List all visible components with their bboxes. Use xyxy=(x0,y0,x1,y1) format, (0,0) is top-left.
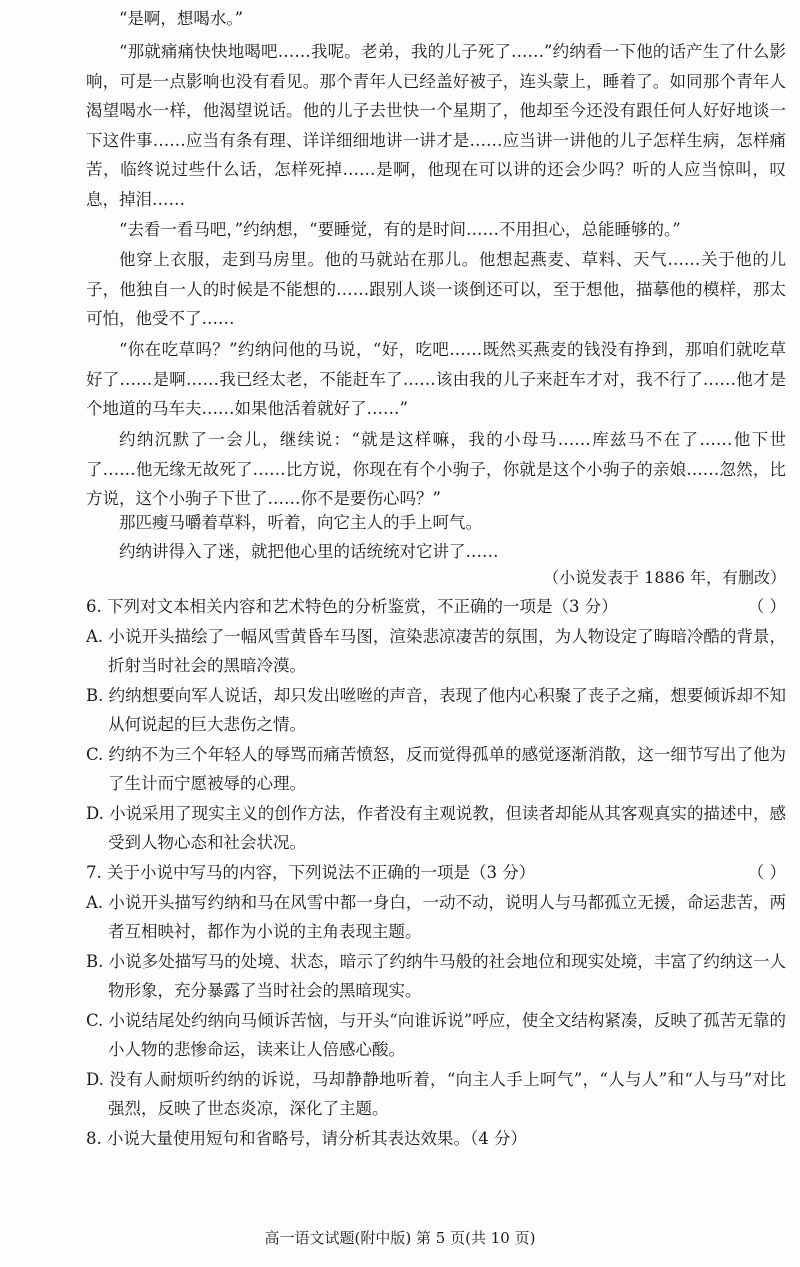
story-paragraph: 约纳沉默了一会儿，继续说：“就是这样嘛，我的小母马……库兹马不在了……他下世了……他无缘无故死了……比方说，你现在有个小驹子，你就是这个小驹子的亲娘……忽然，比方说，这个小驹子下世了……你不是要伤心吗？” xyxy=(86,430,786,508)
option-a: A. 小说开头描绘了一幅风雪黄昏车马图，渲染悲凉凄苦的氛围，为人物设定了晦暗冷酷的背景，折射当时社会的黑暗冷漠。 xyxy=(86,626,786,675)
option-d: D. 没有人耐烦听约纳的诉说，马却静静地听着，“向主人手上呵气”，“人与人”和“人与马”对比强烈，反映了世态炎凉，深化了主题。 xyxy=(86,1069,786,1118)
question-stem xyxy=(86,858,786,888)
question-6 xyxy=(86,592,786,858)
story-paragraph: 他穿上衣服，走到马房里。他的马就站在那儿。他想起燕麦、草料、天气……关于他的儿子，他独自一人的时候是不能想的……跟别人谈一谈倒还可以，至于想他，描摹他的模样，那太可怕，他受不了…… xyxy=(86,250,786,328)
story-paragraph: 那匹瘦马嚼着草料，听着，向它主人的手上呵气。 xyxy=(119,513,482,532)
answer-blank: （ ） xyxy=(747,597,786,616)
answer-blank: （ ） xyxy=(747,863,786,882)
story-paragraph: 约纳讲得入了迷，就把他心里的话统统对它讲了…… xyxy=(119,542,499,561)
question-stem-text: 7. 关于小说中写马的内容，下列说法不正确的一项是（3 分） xyxy=(86,863,536,882)
option-d: D. 小说采用了现实主义的创作方法，作者没有主观说教，但读者却能从其客观真实的描述中，感受到人物心态和社会状况。 xyxy=(86,803,786,852)
story-paragraph: “你在吃草吗？”约纳问他的马说，“好，吃吧……既然买燕麦的钱没有挣到，那咱们就吃草好了……是啊……我已经太老，不能赶车了……该由我的儿子来赶车才对，我不行了……他才是个地道的马车夫……如果他活着就好了……” xyxy=(86,340,786,418)
story-paragraph: “那就痛痛快快地喝吧……我呢。老弟，我的儿子死了……”约纳看一下他的话产生了什么影响，可是一点影响也没有看见。那个青年人已经盖好被子，连头蒙上，睡着了。如同那个青年人渴望喝水一样，他渴望说话。他的儿子去世快一个星期了，他却至今还没有跟任何人好好地谈一下这件事……应当有条有理、详详细细地讲一讲才是……应当讲一讲他的儿子怎样生病，怎样痛苦，临终说过些什么话，怎样死掉……是啊，他现在可以讲的还会少吗？听的人应当惊叫，叹息，掉泪…… xyxy=(86,42,786,209)
question-stem-text: 6. 下列对文本相关内容和艺术特色的分析鉴赏，不正确的一项是（3 分） xyxy=(86,597,618,616)
option-a: A. 小说开头描写约纳和马在风雪中都一身白，一动不动，说明人与马都孤立无援，命运悲苦，两者互相映衬，都作为小说的主角表现主题。 xyxy=(86,892,786,941)
option-c: C. 约纳不为三个年轻人的辱骂而痛苦愤怒，反而觉得孤单的感觉逐渐消散，这一细节写出了他为了生计而宁愿被辱的心理。 xyxy=(86,744,786,793)
option-b: B. 小说多处描写马的处境、状态，暗示了约纳牛马般的社会地位和现实处境，丰富了约纳这一人物形象，充分暴露了当时社会的黑暗现实。 xyxy=(86,951,786,1000)
option-c: C. 小说结尾处约纳向马倾诉苦恼，与开头“向谁诉说”呼应，使全文结构紧凑，反映了孤苦无靠的小人物的悲惨命运，读来让人倍感心酸。 xyxy=(86,1010,786,1059)
page-footer: 高一语文试题(附中版) 第 5 页(共 10 页) xyxy=(264,1229,536,1247)
question-8 xyxy=(86,1124,786,1154)
option-b: B. 约纳想要向军人说话，却只发出咝咝的声音，表现了他内心积聚了丧子之痛，想要倾诉却不知从何说起的巨大悲伤之情。 xyxy=(86,685,786,734)
story-paragraph: “是啊，想喝水。” xyxy=(119,9,244,28)
question-stem xyxy=(86,1124,786,1154)
question-stem xyxy=(86,592,786,622)
question-7 xyxy=(86,858,786,1124)
question-stem-text: 8. 小说大量使用短句和省略号，请分析其表达效果。（4 分） xyxy=(86,1129,527,1148)
story-paragraph: “去看一看马吧，”约纳想，“要睡觉，有的是时间……不用担心，总能睡够的。” xyxy=(119,220,681,239)
story-source-note: （小说发表于 1886 年，有删改） xyxy=(543,568,786,587)
